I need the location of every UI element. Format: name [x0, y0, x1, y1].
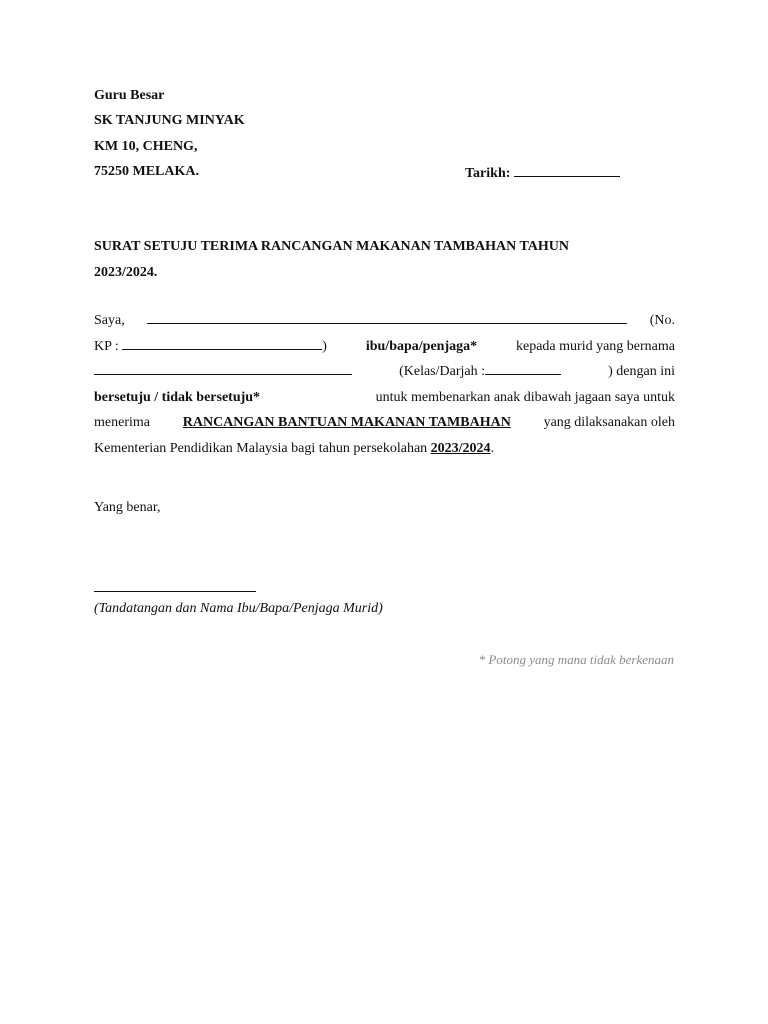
class-blank[interactable] — [485, 359, 561, 375]
line6-text: Kementerian Pendidikan Malaysia bagi tahun persekolahan — [94, 440, 428, 456]
no-text: (No. — [649, 313, 675, 328]
year-text: 2023/2024 — [430, 440, 491, 456]
address-line-2: SK TANJUNG MINYAK — [94, 113, 245, 128]
name-blank[interactable] — [147, 308, 627, 324]
paragraph-line-6 — [94, 436, 675, 462]
dengan-text: ) dengan ini — [608, 364, 675, 379]
address-line-1: Guru Besar — [94, 88, 165, 103]
paragraph-line-2 — [94, 334, 675, 360]
date-field — [465, 163, 620, 183]
date-label: Tarikh: — [465, 166, 511, 181]
kelas-text: (Kelas/Darjah : — [399, 364, 486, 379]
consent-choice-text: bersetuju / tidak bersetuju* — [94, 389, 261, 405]
paragraph-line-3 — [94, 359, 675, 385]
address-line-4: 75250 MELAKA. — [94, 164, 199, 179]
letter-title-line-1: SURAT SETUJU TERIMA RANCANGAN MAKANAN TAMBAHAN TAHUN — [94, 239, 570, 254]
closing-text: Yang benar, — [94, 500, 161, 515]
program-name-text: RANCANGAN BANTUAN MAKANAN TAMBAHAN — [182, 415, 511, 430]
signature-caption: (Tandatangan dan Nama Ibu/Bapa/Penjaga Murid) — [94, 601, 383, 616]
relation-text: ibu/bapa/penjaga* — [365, 338, 478, 354]
period-text: . — [490, 440, 495, 456]
ic-number-blank[interactable] — [122, 334, 322, 350]
student-name-blank[interactable] — [94, 359, 352, 375]
paragraph-line-5 — [94, 410, 675, 436]
kepada-text: kepada murid yang bernama — [516, 338, 675, 354]
paragraph-line-4 — [94, 385, 675, 411]
menerima-text: menerima — [94, 415, 150, 430]
consent-paragraph — [94, 308, 675, 461]
paren-close-text: ) — [322, 338, 327, 354]
saya-text: Saya, — [94, 313, 125, 328]
kp-text: KP : — [94, 338, 119, 354]
untuk-text: untuk membenarkan anak dibawah jagaan saya untuk — [375, 389, 675, 405]
letter-title-line-2: 2023/2024. — [94, 265, 158, 280]
date-blank[interactable] — [514, 163, 620, 177]
paragraph-line-1 — [94, 308, 675, 334]
dilaksanakan-text: yang dilaksanakan oleh — [543, 415, 675, 430]
footnote: * Potong yang mana tidak berkenaan — [478, 652, 674, 667]
signature-line[interactable] — [94, 591, 256, 592]
address-line-3: KM 10, CHENG, — [94, 139, 198, 154]
